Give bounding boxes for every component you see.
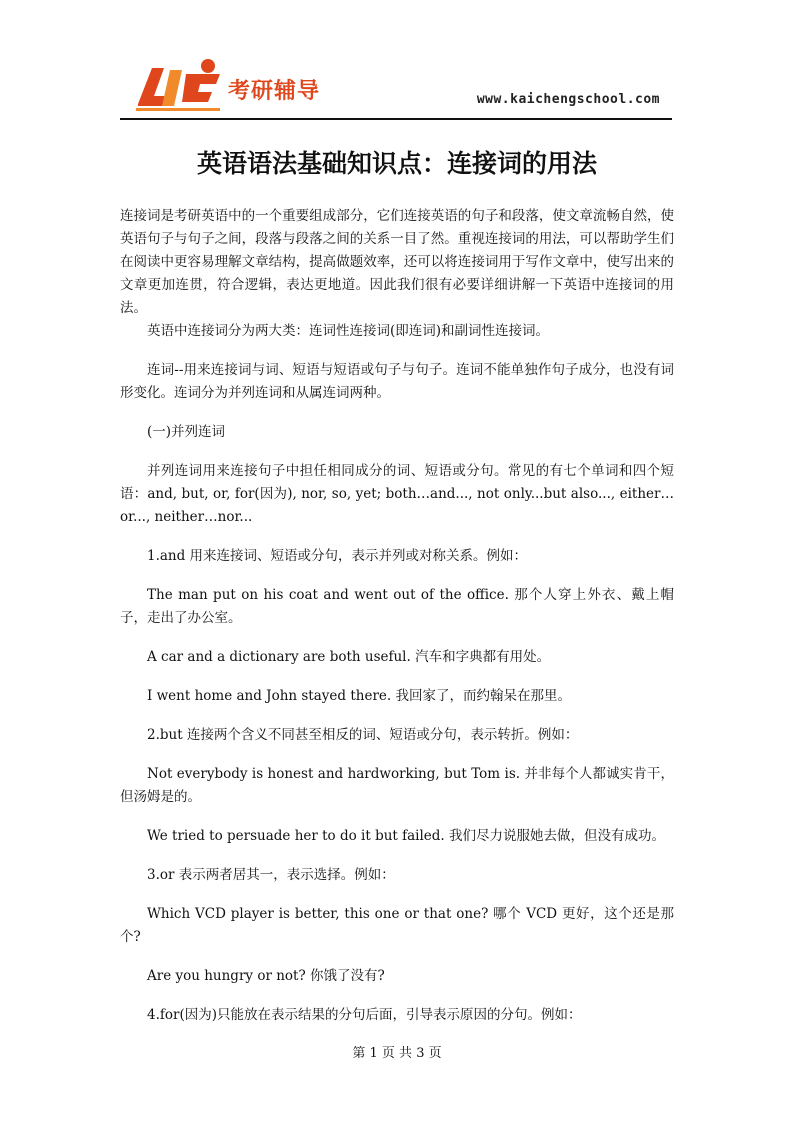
document-body xyxy=(120,205,674,1027)
example-and-3: I went home and John stayed there. 我回家了，而约翰呆在那里。 xyxy=(147,688,571,704)
section-heading-coordinating: (一)并列连词 xyxy=(147,424,226,440)
header-rule xyxy=(120,118,672,120)
example-or-2: Are you hungry or not? 你饿了没有? xyxy=(147,968,385,984)
rule-but: 2.but 连接两个含义不同甚至相反的词、短语或分句，表示转折。例如： xyxy=(147,727,579,743)
example-but-1: Not everybody is honest and hardworking, but Tom is. 并非每个人都诚实肯干，但汤姆是的。 xyxy=(120,766,674,805)
page-header xyxy=(120,52,672,120)
paragraph-categories: 英语中连接词分为两大类：连词性连接词(即连词)和副词性连接词。 xyxy=(147,323,550,339)
website-url: www.kaichengschool.com xyxy=(476,92,660,107)
page-footer: 第 1 页 共 3 页 xyxy=(352,1046,442,1061)
paragraph-conjunction-def: 连词--用来连接词与词、短语与短语或句子与句子。连词不能单独作句子成分，也没有词形变化。连词分为并列连词和从属连词两种。 xyxy=(120,362,674,401)
paragraph-coordinating-def: 并列连词用来连接句子中担任相同成分的词、短语或分句。常见的有七个单词和四个短语：and, but, or, for(因为), nor, so, yet; both…and..., not only...but also..., either…or..., neither…nor... xyxy=(120,463,674,525)
example-but-2: We tried to persuade her to do it but failed. 我们尽力说服她去做，但没有成功。 xyxy=(147,828,666,844)
example-and-2: A car and a dictionary are both useful. 汽车和字典都有用处。 xyxy=(147,649,551,665)
example-or-1: Which VCD player is better, this one or that one? 哪个 VCD 更好，这个还是那个? xyxy=(120,906,674,945)
brand-name: 考研辅导 xyxy=(228,79,321,104)
example-and-1: The man put on his coat and went out of the office. 那个人穿上外衣、戴上帽子，走出了办公室。 xyxy=(120,587,674,626)
page-title: 英语语法基础知识点：连接词的用法 xyxy=(196,149,597,178)
rule-or: 3.or 表示两者居其一，表示选择。例如： xyxy=(147,867,395,883)
paragraph-intro: 连接词是考研英语中的一个重要组成部分，它们连接英语的句子和段落，使文章流畅自然，使英语句子与句子之间，段落与段落之间的关系一目了然。重视连接词的用法，可以帮助学生们在阅读中更容易理解文章结构，提高做题效率，还可以将连接词用于写作文章中，使写出来的文章更加连贯，符合逻辑，表达更地道。因此我们很有必要详细讲解一下英语中连接词的用法。 xyxy=(120,208,674,316)
rule-and: 1.and 用来连接词、短语或分句，表示并列或对称关系。例如： xyxy=(147,548,528,564)
kaicheng-logo xyxy=(130,56,226,114)
rule-for: 4.for(因为)只能放在表示结果的分句后面，引导表示原因的分句。例如： xyxy=(147,1007,582,1023)
